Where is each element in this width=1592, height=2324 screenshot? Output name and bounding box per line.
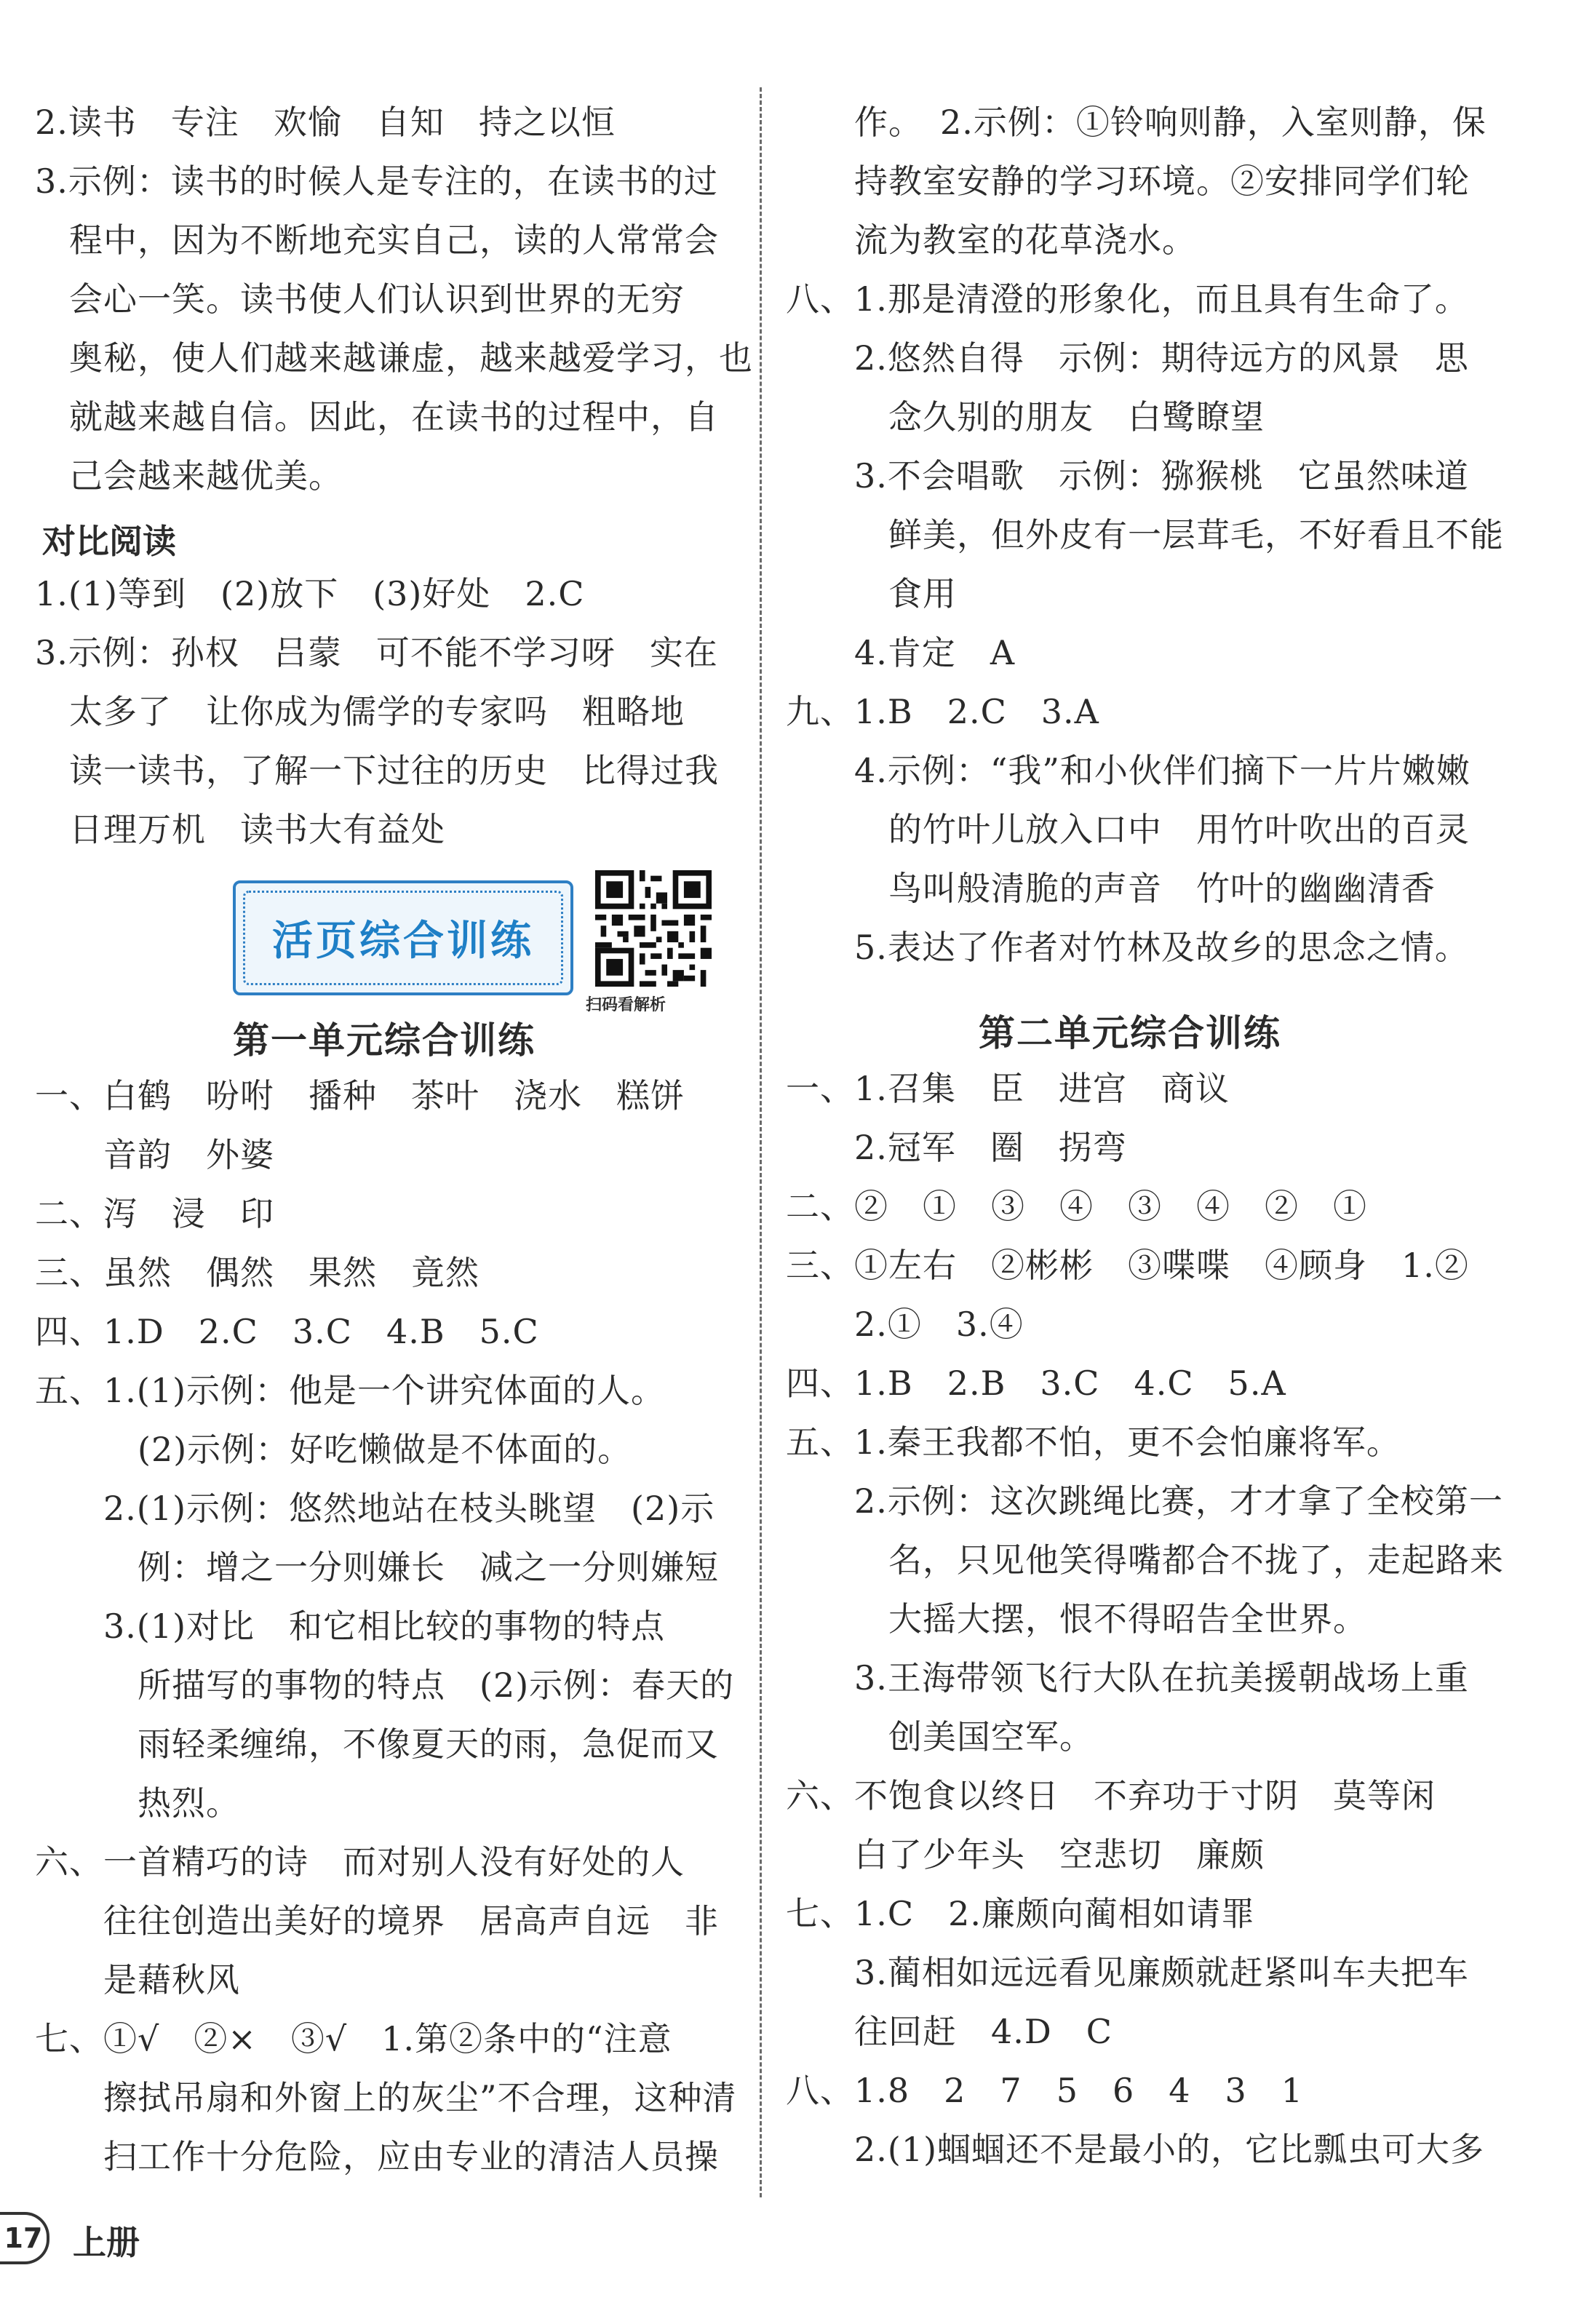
page-number: 17 <box>0 2212 49 2264</box>
answer-line: 程中，因为不断地充实自己，读的人常常会 <box>35 220 719 260</box>
answer-line: 三、①左右 ②彬彬 ③喋喋 ④顾身 1.② <box>786 1246 1469 1285</box>
answer-line: 流为教室的花草浇水。 <box>786 220 1196 260</box>
qr-label: 扫码看解析 <box>586 996 666 1014</box>
answer-line: 往往创造出美好的境界 居高声自远 非 <box>35 1901 719 1941</box>
answer-line: 创美国空军。 <box>786 1717 1094 1756</box>
answer-line: 1.(1)等到 (2)放下 (3)好处 2.C <box>35 574 585 613</box>
answer-line: 八、1.那是清澄的形象化，而且具有生命了。 <box>786 279 1469 319</box>
answer-line: 九、1.B 2.C 3.A <box>786 692 1099 731</box>
unit1-title: 第一单元综合训练 <box>233 1019 536 1062</box>
answer-line: 2.① 3.④ <box>786 1305 1024 1344</box>
answer-line: 是藉秋风 <box>35 1960 240 1999</box>
answer-line: 大摇大摆，恨不得昭告全世界。 <box>786 1599 1367 1639</box>
answer-line: 太多了 让你成为儒学的专家吗 粗略地 <box>35 692 685 731</box>
answer-line: 七、1.C 2.廉颇向蔺相如请罪 <box>786 1894 1255 1933</box>
answer-line: 擦拭吊扇和外窗上的灰尘”不合理，这种清 <box>35 2078 737 2117</box>
column-divider <box>760 87 762 2197</box>
answer-line: 3.(1)对比 和它相比较的事物的特点 <box>35 1607 666 1646</box>
answer-line: 2.示例：这次跳绳比赛，才才拿了全校第一 <box>786 1481 1503 1521</box>
answer-line: 扫工作十分危险，应由专业的清洁人员操 <box>35 2137 719 2176</box>
answer-line: 例：增之一分则嫌长 减之一分则嫌短 <box>35 1548 719 1587</box>
answer-line: 食用 <box>786 574 957 613</box>
answer-line: 3.蔺相如远远看见廉颇就赶紧叫车夫把车 <box>786 1953 1469 1992</box>
answer-line: 3.示例：读书的时候人是专注的，在读书的过 <box>35 162 718 201</box>
answer-line: 持教室安静的学习环境。②安排同学们轮 <box>786 162 1470 201</box>
answer-line: 4.肯定 A <box>786 633 1016 672</box>
answer-line: 五、1.(1)示例：他是一个讲究体面的人。 <box>35 1371 666 1410</box>
answer-line: 4.示例：“我”和小伙伴们摘下一片片嫩嫩 <box>786 751 1470 790</box>
answer-line: 四、1.B 2.B 3.C 4.C 5.A <box>786 1364 1286 1403</box>
answer-line: 念久别的朋友 白鹭瞭望 <box>786 397 1265 437</box>
answer-line: 一、1.召集 臣 进宫 商议 <box>786 1069 1230 1108</box>
qr-code-icon[interactable] <box>595 870 712 987</box>
answer-line: 六、一首精巧的诗 而对别人没有好处的人 <box>35 1842 685 1882</box>
answer-line: 2.悠然自得 示例：期待远方的风景 思 <box>786 338 1469 378</box>
answer-line: 5.表达了作者对竹林及故乡的思念之情。 <box>786 928 1469 967</box>
answer-line: 五、1.秦王我都不怕，更不会怕廉将军。 <box>786 1422 1401 1462</box>
answer-line: 2.(1)示例：悠然地站在枝头眺望 (2)示 <box>35 1489 715 1528</box>
answer-line: 二、泻 浸 印 <box>35 1194 274 1233</box>
answer-line: 鸟叫般清脆的声音 竹叶的幽幽清香 <box>786 869 1436 908</box>
answer-line: 热烈。 <box>35 1783 240 1823</box>
volume-label: 上册 <box>73 2223 140 2262</box>
answer-line: 己会越来越优美。 <box>35 456 343 496</box>
answer-line: 奥秘，使人们越来越谦虚，越来越爱学习，也 <box>35 338 753 378</box>
answer-line: 七、①√ ②× ③√ 1.第②条中的“注意 <box>35 2019 672 2058</box>
answer-line: 所描写的事物的特点 (2)示例：春天的 <box>35 1666 735 1705</box>
answer-line: 读一读书，了解一下过往的历史 比得过我 <box>35 751 719 790</box>
banner-border <box>243 891 563 985</box>
answer-line: 2.冠军 圈 拐弯 <box>786 1128 1127 1167</box>
answer-line: 二、② ① ③ ④ ③ ④ ② ① <box>786 1187 1367 1226</box>
answer-line: 2.读书 专注 欢愉 自知 持之以恒 <box>35 103 616 142</box>
answer-line: 3.不会唱歌 示例：猕猴桃 它虽然味道 <box>786 456 1469 496</box>
answer-line: 白了少年头 空悲切 廉颇 <box>786 1835 1265 1874</box>
banner-title: 活页综合训练 <box>272 918 534 965</box>
answer-line: 三、虽然 偶然 果然 竟然 <box>35 1253 479 1292</box>
answer-line: 名，只见他笑得嘴都合不拢了，走起路来 <box>786 1540 1504 1580</box>
answer-line: 四、1.D 2.C 3.C 4.B 5.C <box>35 1312 539 1351</box>
answer-line: 鲜美，但外皮有一层茸毛，不好看且不能 <box>786 515 1504 554</box>
answer-line: 会心一笑。读书使人们认识到世界的无穷 <box>35 279 685 319</box>
answer-line: 音韵 外婆 <box>35 1135 274 1174</box>
answer-line: 作。 2.示例：①铃响则静，入室则静，保 <box>786 103 1486 142</box>
answer-line: (2)示例：好吃懒做是不体面的。 <box>35 1430 632 1469</box>
answer-line: 雨轻柔缠绵，不像夏天的雨，急促而又 <box>35 1724 719 1764</box>
answer-line: 就越来越自信。因此，在读书的过程中，自 <box>35 397 719 437</box>
answer-line: 3.王海带领飞行大队在抗美援朝战场上重 <box>786 1658 1469 1698</box>
section-banner <box>233 880 573 995</box>
answer-line: 六、不饱食以终日 不弃功于寸阴 莫等闲 <box>786 1776 1436 1815</box>
answer-line: 的竹叶儿放入口中 用竹叶吹出的百灵 <box>786 810 1470 849</box>
answer-line: 一、白鹤 吩咐 播种 茶叶 浇水 糕饼 <box>35 1076 685 1115</box>
section-title-compare-reading: 对比阅读 <box>42 522 176 561</box>
answer-line: 3.示例：孙权 吕蒙 可不能不学习呀 实在 <box>35 633 718 672</box>
answer-line: 2.(1)蝈蝈还不是最小的，它比瓢虫可大多 <box>786 2130 1485 2169</box>
answer-line: 往回赶 4.D C <box>786 2012 1113 2051</box>
unit2-title: 第二单元综合训练 <box>979 1012 1281 1054</box>
answer-line: 日理万机 读书大有益处 <box>35 810 445 849</box>
answer-line: 八、1.8 2 7 5 6 4 3 1 <box>786 2071 1304 2110</box>
